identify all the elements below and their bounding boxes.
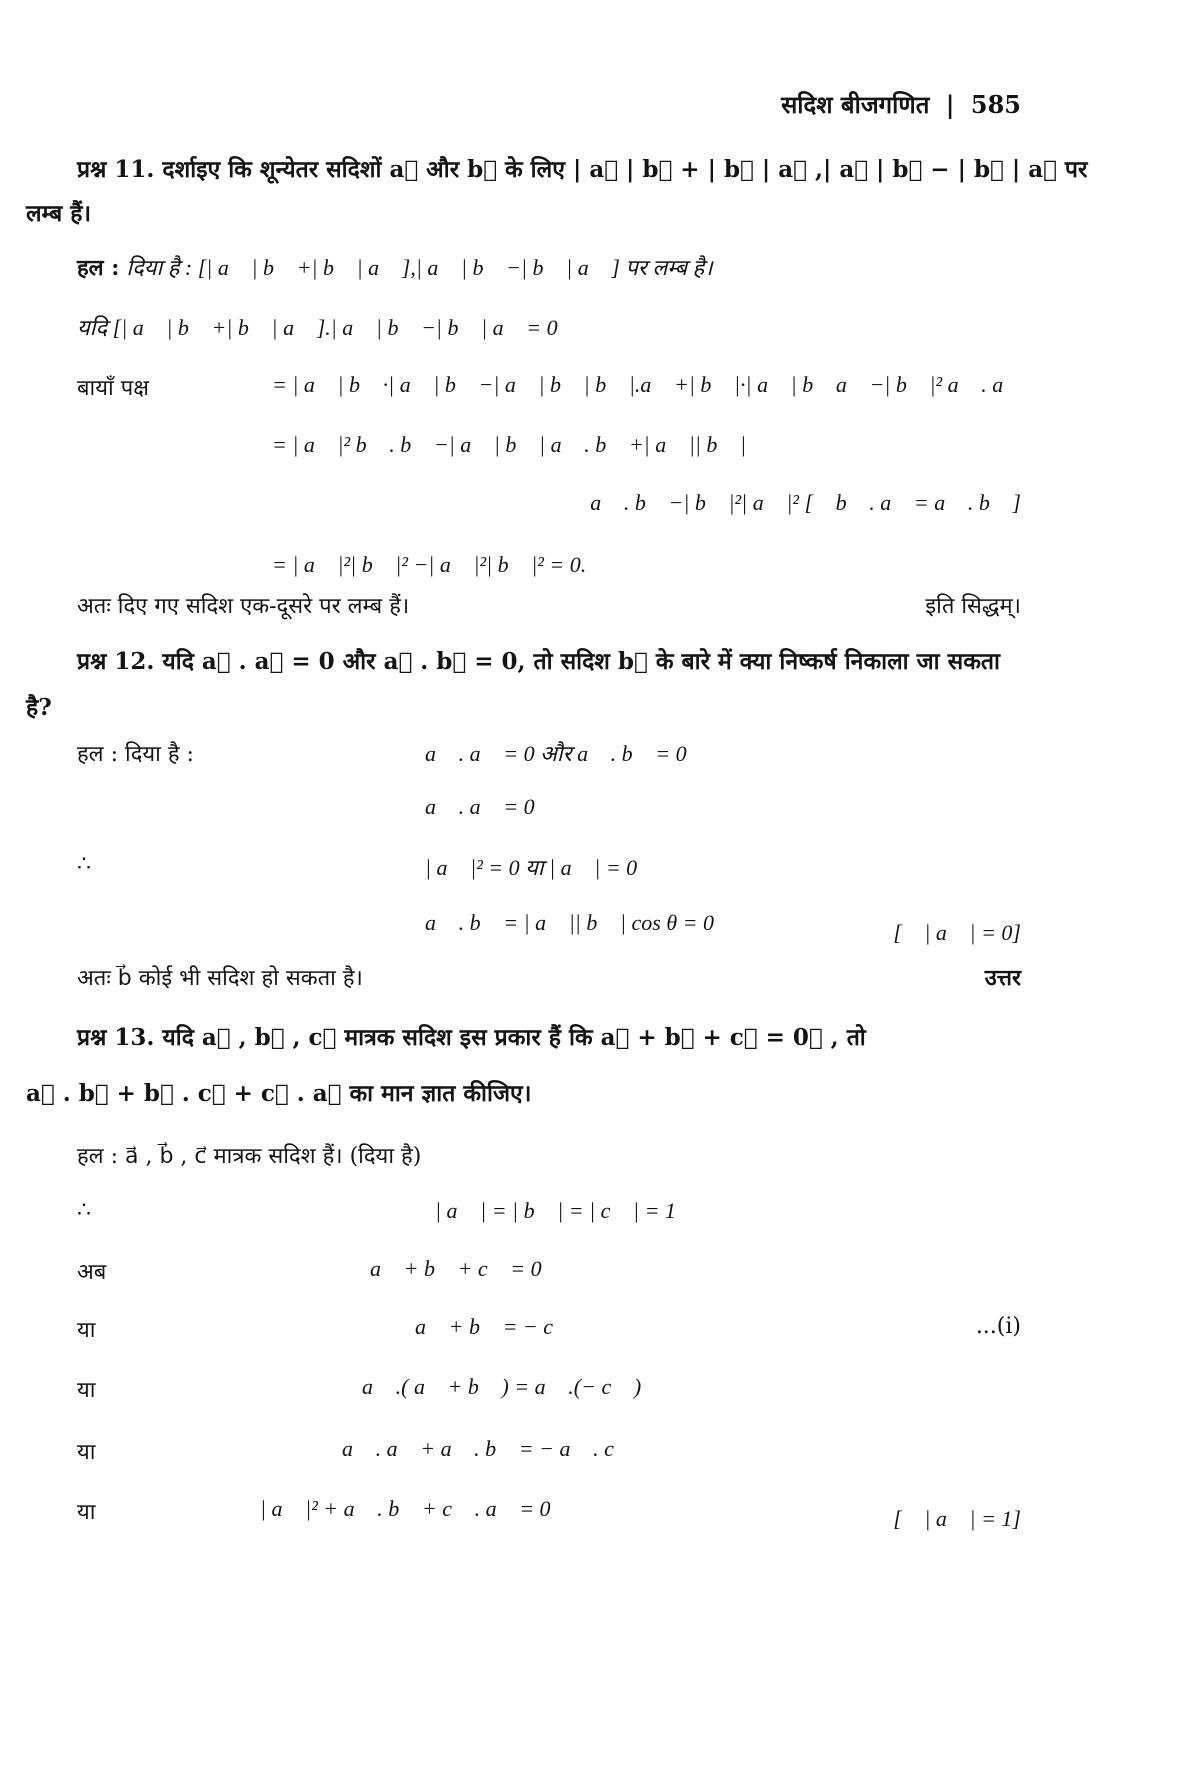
header-separator: |: [945, 90, 955, 119]
q11-lhs-step-1: = | a⃗ | b⃗ ·| a⃗ | b⃗ −| a⃗ | b⃗ | b⃗ |.a⃗ +| b⃗ |·| a⃗ | b⃗ a⃗ −| b⃗ |² a⃗ . a⃗: [272, 372, 1021, 397]
q11-solution-label: हल :: [77, 255, 120, 281]
q13-step-1: | a⃗ | = | b⃗ | = | c⃗ | = 1: [435, 1198, 676, 1223]
page-number: 585: [970, 90, 1021, 119]
q13-step-6-reason: [∵ | a⃗ | = 1]: [893, 1506, 1021, 1531]
question-13-text: यदि a⃗ , b⃗ , c⃗ मात्रक सदिश इस प्रकार हैं कि a⃗ + b⃗ + c⃗ = 0⃗ , तो: [162, 1024, 866, 1051]
q11-solution-given: [77, 252, 713, 282]
q11-if-equation: यदि [| a⃗ | b⃗ +| b⃗ | a⃗ ].| a⃗ | b⃗ −| b⃗ | a⃗ = 0: [77, 315, 558, 340]
question-13-line-2: a⃗ . b⃗ + b⃗ . c⃗ + c⃗ . a⃗ का मान ज्ञात कीजिए।: [26, 1080, 532, 1107]
question-12-line-1: [77, 644, 1000, 676]
question-12-text: यदि a⃗ . a⃗ = 0 और a⃗ . b⃗ = 0, तो सदिश b⃗ के बारे में क्या निष्कर्ष निकाला जा सकता: [162, 648, 1000, 675]
q12-step-2: a⃗ . a⃗ = 0: [425, 794, 535, 819]
question-11-line-2: लम्ब हैं।: [26, 200, 92, 227]
q12-step-4: a⃗ . b⃗ = | a⃗ || b⃗ | cos θ = 0: [425, 910, 714, 935]
q12-step-4-reason: [∵ | a⃗ | = 0]: [893, 920, 1021, 945]
q11-lhs-step-4: = | a⃗ |²| b⃗ |² −| a⃗ |²| b⃗ |² = 0.: [272, 552, 587, 577]
q13-ya-1: या: [77, 1318, 96, 1343]
q12-conclusion: अतः b⃗ कोई भी सदिश हो सकता है।: [77, 966, 363, 991]
q12-therefore: ∴: [77, 852, 91, 877]
q13-step-5: a⃗ . a⃗ + a⃗ . b⃗ = − a⃗ . c⃗: [342, 1436, 631, 1461]
q12-step-1: a⃗ . a⃗ = 0 और a⃗ . b⃗ = 0: [425, 741, 687, 766]
q11-lhs-label: बायाँ पक्ष: [77, 376, 149, 401]
q13-ya-4: या: [77, 1500, 96, 1525]
q13-step-4: a⃗ .( a⃗ + b⃗ ) = a⃗ .(− c⃗ ): [362, 1374, 642, 1399]
q13-step-6: | a⃗ |² + a⃗ . b⃗ + c⃗ . a⃗ = 0: [260, 1496, 551, 1521]
q11-qed: इति सिद्धम्।: [925, 594, 1021, 619]
question-12-label: प्रश्न 12.: [77, 648, 155, 675]
q13-ya-2: या: [77, 1378, 96, 1403]
q11-given-expression: दिया है : [| a⃗ | b⃗ +| b⃗ | a⃗ ],| a⃗ | b⃗ −| b⃗ | a⃗ ] पर लम्ब है।: [126, 255, 713, 280]
q12-step-3: | a⃗ |² = 0 या | a⃗ | = 0: [425, 855, 638, 880]
question-11-text: दर्शाइए कि शून्येतर सदिशों a⃗ और b⃗ के लिए | a⃗ | b⃗ + | b⃗ | a⃗ ,| a⃗ | b⃗ − | b⃗ | a⃗ पर: [162, 156, 1088, 183]
q13-step-3-tag: ...(i): [975, 1314, 1021, 1339]
q13-step-3: a⃗ + b⃗ = − c⃗: [415, 1314, 571, 1339]
q11-conclusion: अतः दिए गए सदिश एक-दूसरे पर लम्ब हैं।: [77, 594, 410, 619]
question-12-line-2: है?: [26, 694, 52, 721]
q13-ya-3: या: [77, 1440, 96, 1465]
q11-lhs-step-2: = | a⃗ |² b⃗ . b⃗ −| a⃗ | b⃗ | a⃗ . b⃗ +| a⃗ || b⃗ |: [272, 432, 747, 457]
q13-step-2: a⃗ + b⃗ + c⃗ = 0: [370, 1256, 542, 1281]
chapter-title: सदिश बीजगणित: [781, 90, 930, 119]
q13-ab-label: अब: [77, 1260, 107, 1285]
q11-lhs-step-3: a⃗ . b⃗ −| b⃗ |²| a⃗ |² [∵ b⃗ . a⃗ = a⃗ . b⃗ ]: [590, 490, 1021, 515]
q12-solution-label: हल : दिया है :: [77, 742, 194, 767]
question-11-line-1: [77, 152, 1087, 184]
q12-answer: उत्तर: [984, 965, 1021, 991]
question-13-label: प्रश्न 13.: [77, 1024, 155, 1051]
question-11-label: प्रश्न 11.: [77, 156, 155, 183]
running-header: [781, 88, 1021, 121]
question-13-line-1: [77, 1020, 866, 1052]
q13-solution-line: हल : a⃗ , b⃗ , c⃗ मात्रक सदिश हैं। (दिया है): [77, 1144, 422, 1169]
q13-therefore: ∴: [77, 1198, 91, 1223]
